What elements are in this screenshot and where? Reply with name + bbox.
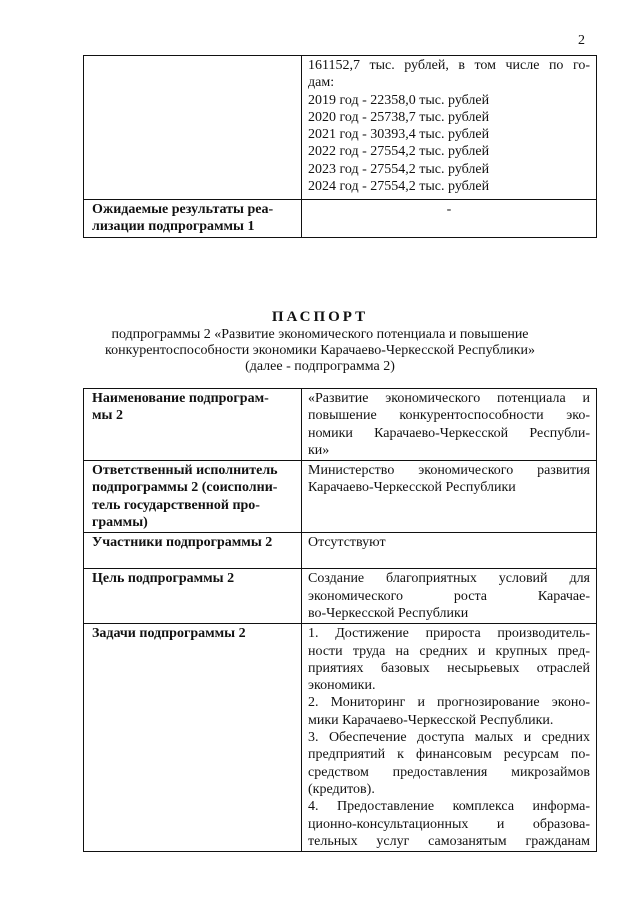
passport-title: ПАСПОРТ (271, 309, 369, 325)
tasks-value-line: (кредитов). (308, 781, 375, 797)
results-label-cell (84, 200, 302, 238)
table-row (84, 200, 597, 238)
tasks-value-line: приятиях базовых несырьевых отраслей (308, 660, 590, 676)
executor-label-line: Ответственный исполнитель (92, 463, 278, 479)
financing-value-cell (302, 56, 597, 200)
financing-line: 161152,7 тыс. рублей, в том числе по го- (308, 58, 590, 73)
tasks-value-line: 3. Обеспечение доступа малых и средних (308, 730, 590, 746)
financing-line: 2019 год - 22358,0 тыс. рублей (308, 92, 490, 108)
table-row (84, 56, 597, 200)
goal-value-line: во-Черкесской Республики (308, 605, 469, 621)
tasks-label-cell: Задачи подпрограммы 2 (84, 624, 302, 852)
name-value-line: номики Карачаево-Черкесской Республи- (308, 425, 590, 441)
name-label-cell (84, 389, 302, 461)
tasks-value-line: мики Карачаево-Черкесской Республики. (308, 712, 554, 728)
passport-table (83, 388, 597, 852)
name-value-line: «Развитие экономического потенциала и (308, 391, 590, 406)
tasks-value-line: ности труда на средних и крупных пред- (308, 643, 590, 659)
tasks-value-line: ционно-консультационных и образова- (308, 816, 590, 832)
tasks-value-line: 4. Предоставление комплекса информа- (308, 799, 590, 815)
name-label-line: мы 2 (92, 408, 123, 424)
executor-label-line: тель государственной про- (92, 497, 260, 513)
executor-label-line: подпрограммы 2 (соисполни- (92, 480, 278, 496)
financing-line: 2024 год - 27554,2 тыс. рублей (308, 179, 490, 195)
page-number: 2 (578, 33, 585, 48)
tasks-value-line: предприятий к финансовым ресурсам по- (308, 747, 590, 763)
goal-value-cell (302, 569, 597, 624)
executor-value-line: Карачаево-Черкесской Республики (308, 480, 516, 496)
passport-subtitle-line: (далее - подпрограмма 2) (245, 359, 395, 374)
table-row (84, 389, 597, 461)
name-value-cell (302, 389, 597, 461)
executor-label-cell (84, 461, 302, 533)
tasks-value-line: 2. Мониторинг и прогнозирование эконо- (308, 695, 590, 711)
passport-subtitle-line: конкурентоспособности экономики Карачаево-Черкесской Республики» (105, 343, 535, 358)
participants-value-cell: Отсутствуют (302, 533, 597, 569)
financing-line: 2023 год - 27554,2 тыс. рублей (308, 161, 490, 177)
financing-line: 2022 год - 27554,2 тыс. рублей (308, 144, 490, 160)
participants-label-cell: Участники подпрограммы 2 (84, 533, 302, 569)
tasks-value-line: экономики. (308, 678, 376, 694)
results-label-line: Ожидаемые результаты реа- (92, 202, 274, 217)
financing-table (83, 55, 597, 238)
table-row (84, 461, 597, 533)
table-row (84, 624, 597, 852)
goal-value-line: Создание благоприятных условий для (308, 571, 590, 587)
financing-line: 2021 год - 30393,4 тыс. рублей (308, 127, 490, 143)
tasks-value-cell (302, 624, 597, 852)
financing-line: дам: (308, 75, 335, 91)
empty-label-cell (84, 56, 302, 200)
passport-subtitle-line: подпрограммы 2 «Развитие экономического потенциала и повышение (111, 327, 529, 342)
executor-label-line: граммы) (92, 515, 148, 531)
results-value-cell: - (302, 200, 597, 238)
results-label-line: лизации подпрограммы 1 (92, 219, 255, 235)
executor-value-line: Министерство экономического развития (308, 463, 590, 479)
tasks-value-line: тельных услуг самозанятым гражданам (308, 833, 590, 849)
table-row (84, 533, 597, 569)
goal-value-line: экономического роста Карачае- (308, 588, 590, 604)
executor-value-cell (302, 461, 597, 533)
goal-label-cell: Цель подпрограммы 2 (84, 569, 302, 624)
table-row (84, 569, 597, 624)
tasks-value-line: 1. Достижение прироста производитель- (308, 626, 590, 642)
name-value-line: ки» (308, 442, 330, 458)
financing-line: 2020 год - 25738,7 тыс. рублей (308, 109, 490, 125)
name-value-line: повышение конкурентоспособности эко- (308, 408, 590, 424)
name-label-line: Наименование подпрограм- (92, 391, 269, 406)
tasks-value-line: средством предоставления микрозаймов (308, 764, 590, 780)
